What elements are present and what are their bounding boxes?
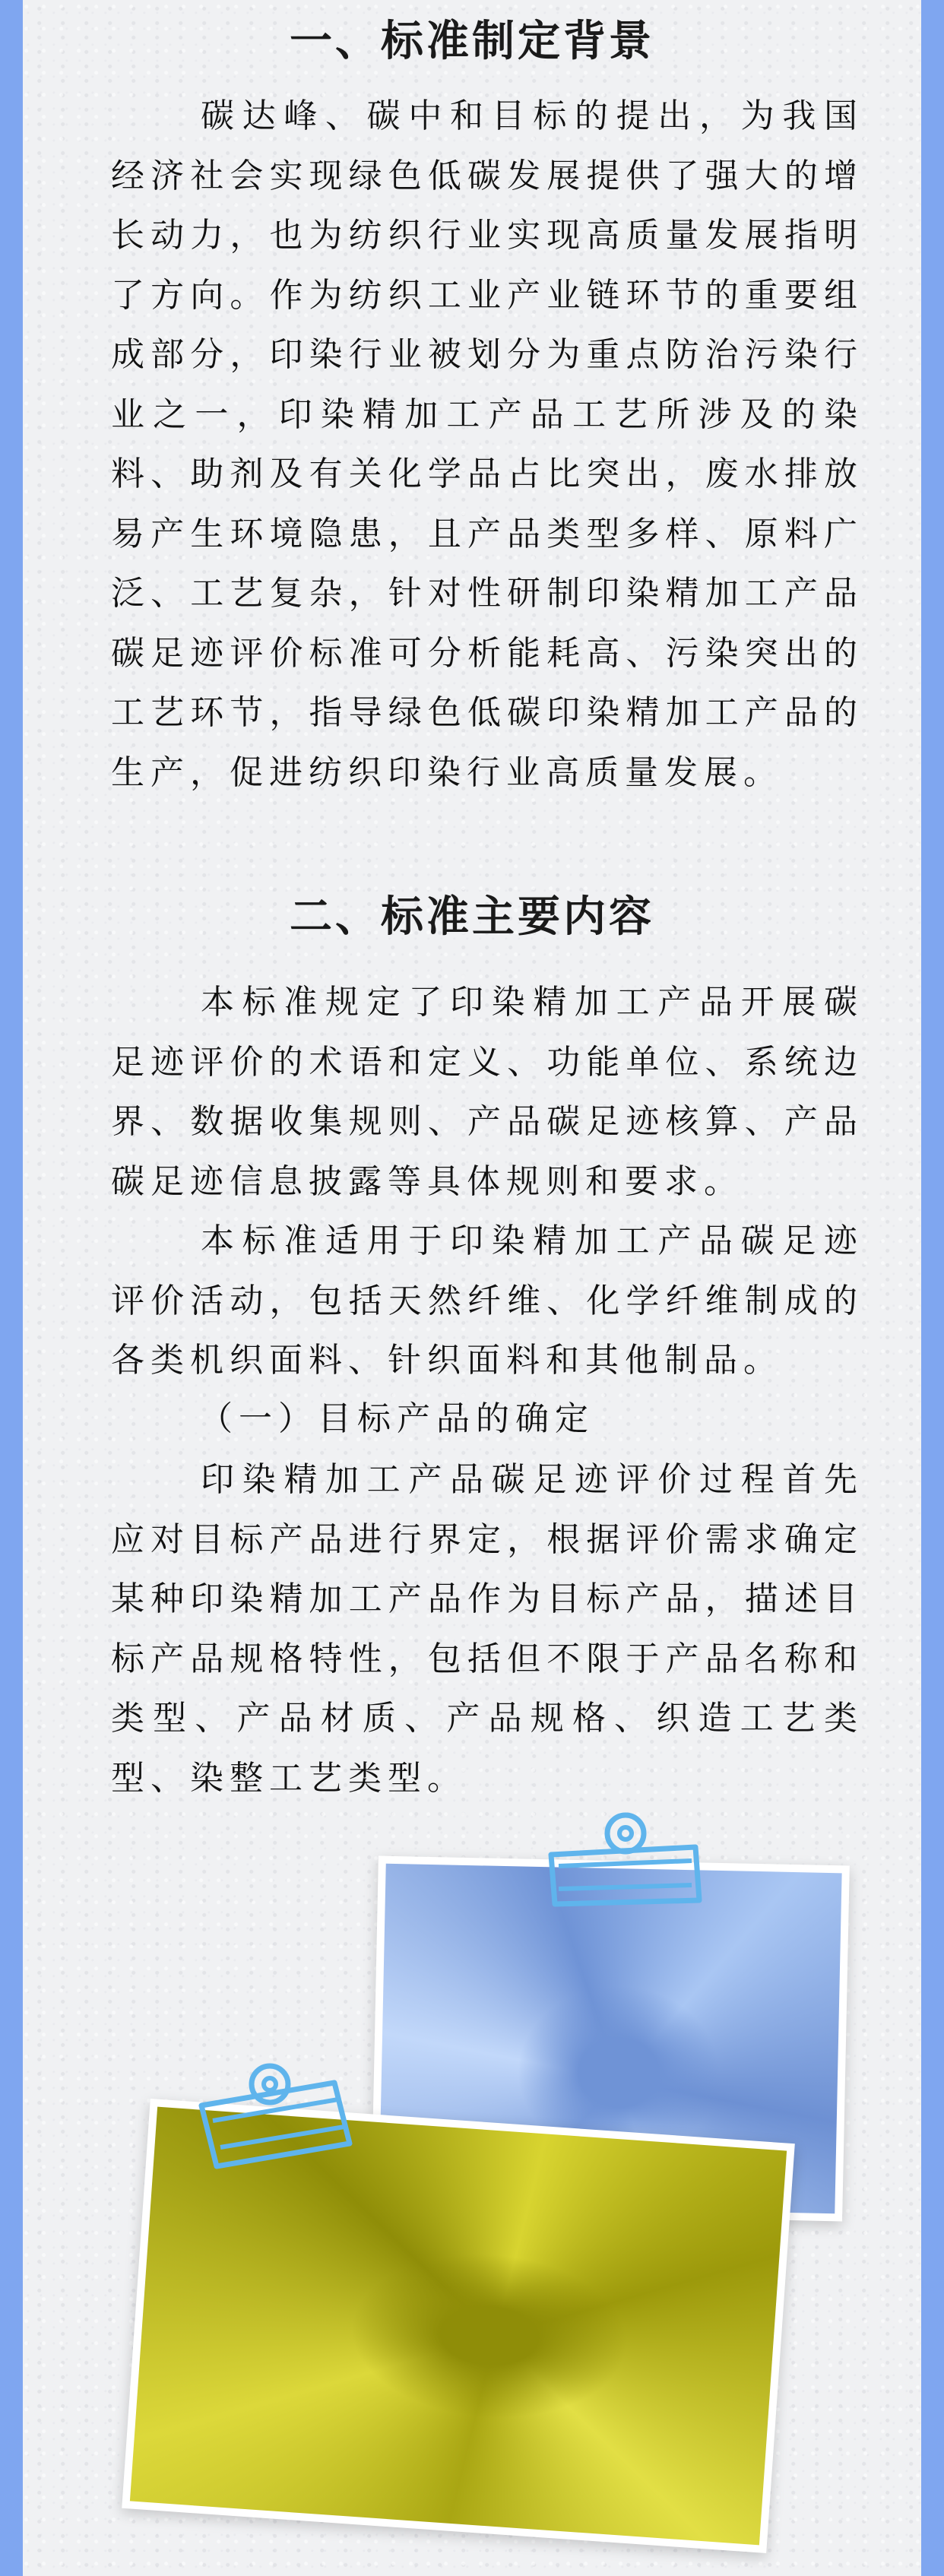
section2-heading: 二、标准主要内容 <box>290 892 654 942</box>
section2-paragraph-2: 本标准适用于印染精加工产品碳足迹评价活动，包括天然纤维、化学纤维制成的各类机织面料、针织面料和其他制品。 <box>111 1221 863 1380</box>
tape-doodle-icon <box>536 1809 711 1908</box>
section2-paragraph-1: 本标准规定了印染精加工产品开展碳足迹评价的术语和定义、功能单位、系统边界、数据收集规则、产品碳足迹核算、产品碳足迹信息披露等具体规则和要求。 <box>111 983 863 1201</box>
section1-heading: 一、标准制定背景 <box>290 17 654 66</box>
tape-doodle-icon-2 <box>194 2052 361 2182</box>
section1-paragraph: 碳达峰、碳中和目标的提出，为我国经济社会实现绿色低碳发展提供了强大的增长动力，也为纺织行业实现高质量发展指明了方向。作为纺织工业产业链环节的重要组成部分，印染行业被划分为重点防治污染行业之一，印染精加工产品工艺所涉及的染料、助剂及有关化学品占比突出，废水排放易产生环境隐患，且产品类型多样、原料广泛、工艺复杂，针对性研制印染精加工产品碳足迹评价标准可分析能耗高、污染突出的工艺环节，指导绿色低碳印染精加工产品的生产，促进纺织印染行业高质量发展。 <box>111 97 863 792</box>
subsection1-heading: （一）目标产品的确定 <box>199 1399 594 1438</box>
subsection1-paragraph: 印染精加工产品碳足迹评价过程首先应对目标产品进行界定，根据评价需求确定某种印染精加工产品作为目标产品，描述目标产品规格特性，包括但不限于产品名称和类型、产品材质、产品规格、织造工艺类型、染整工艺类型。 <box>111 1460 863 1798</box>
